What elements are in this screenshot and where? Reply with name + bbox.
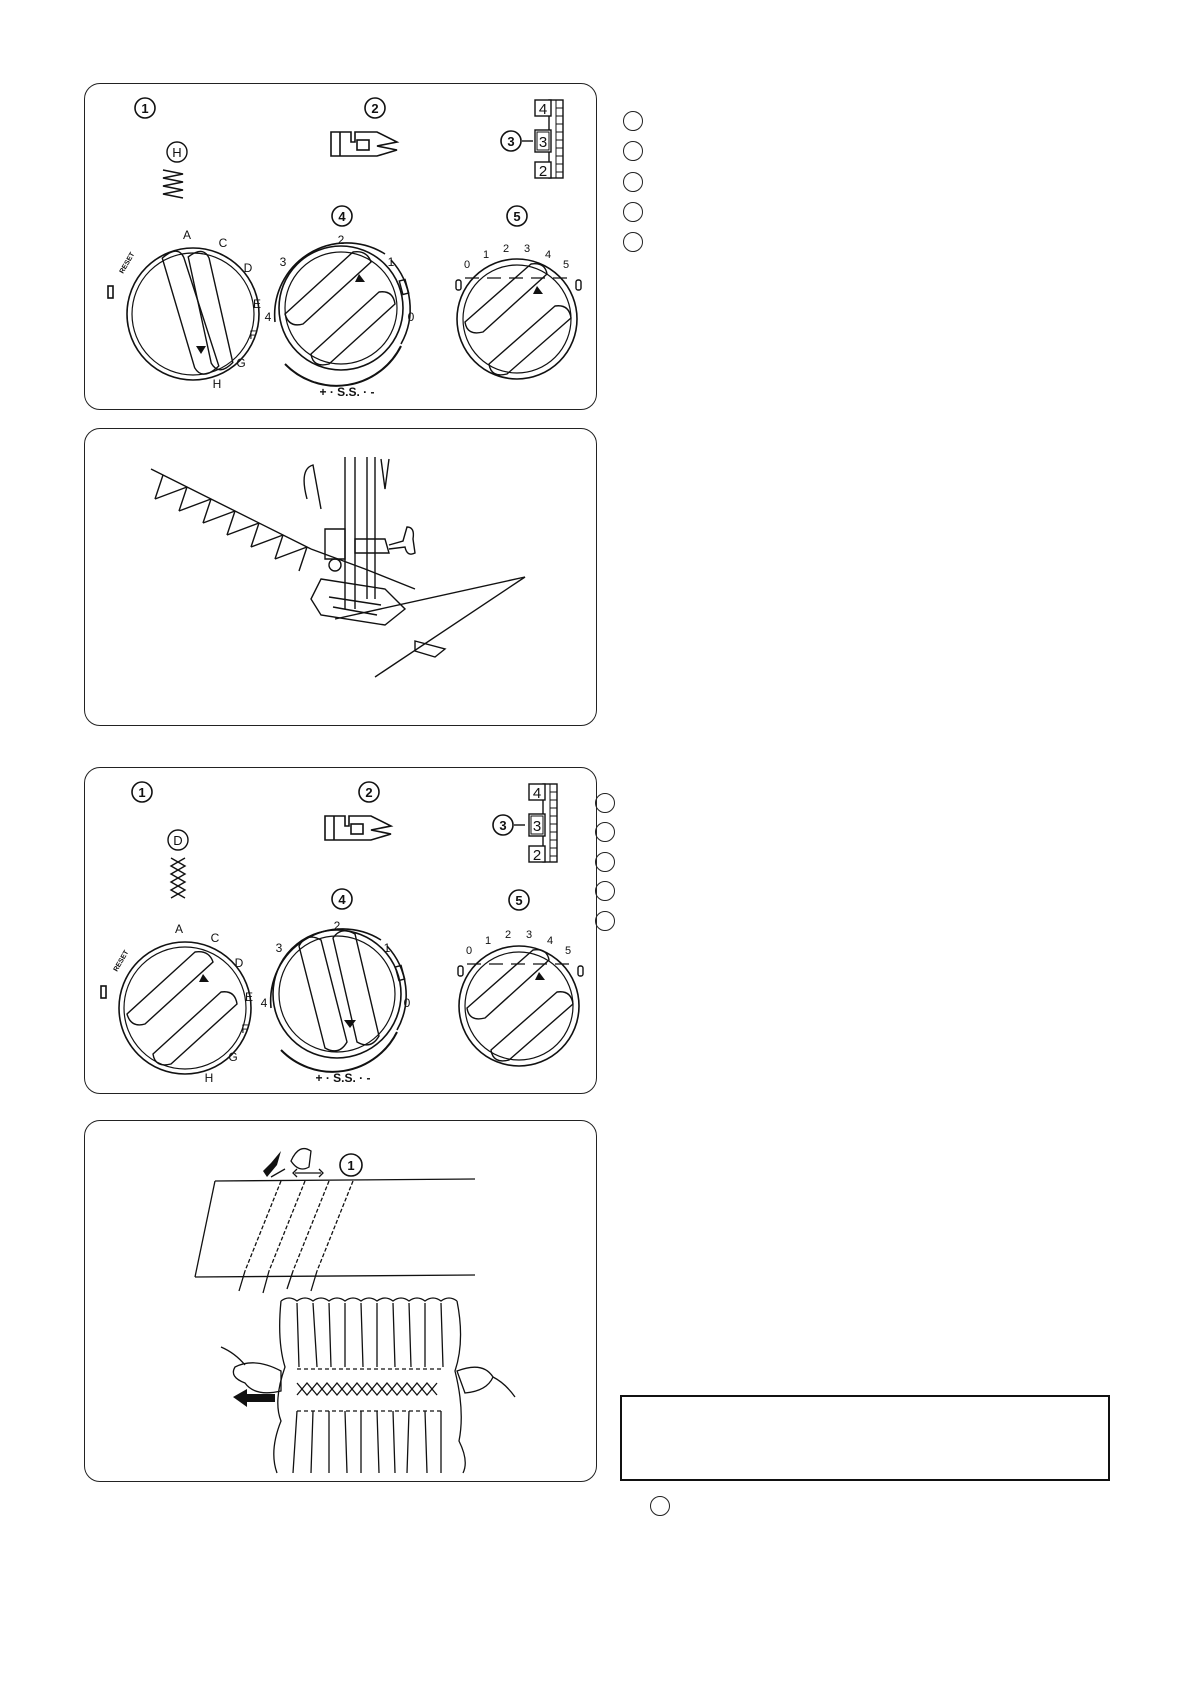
svg-text:4: 4 — [338, 209, 346, 224]
presser-foot-illustration — [85, 429, 598, 727]
legend-number-1 — [595, 793, 615, 813]
svg-text:3: 3 — [523, 243, 531, 255]
svg-text:2: 2 — [371, 101, 379, 116]
svg-text:2: 2 — [337, 233, 345, 247]
zigzag-foot-icon — [331, 132, 397, 156]
smocking-illustration — [84, 1120, 597, 1482]
settings-diagram — [85, 84, 598, 411]
callout-4 — [332, 889, 352, 909]
svg-text:F: F — [241, 1022, 249, 1036]
stitch-width-scale — [535, 100, 563, 180]
svg-text:3: 3 — [538, 134, 548, 151]
settings-diagram-2 — [85, 768, 598, 1095]
svg-text:4: 4 — [260, 996, 268, 1010]
svg-text:0: 0 — [463, 259, 471, 271]
pattern-selector-dial[interactable] — [101, 922, 253, 1085]
svg-text:D: D — [243, 261, 253, 275]
callout-2 — [359, 782, 379, 802]
callout-5 — [507, 206, 527, 226]
legend-number-1 — [623, 111, 643, 131]
legend-number-5 — [595, 911, 615, 931]
legend-number-4 — [623, 202, 643, 222]
svg-text:4: 4 — [538, 101, 548, 118]
legend-number-3 — [595, 852, 615, 872]
svg-text:5: 5 — [562, 259, 570, 271]
hem-stitching-illustration — [84, 428, 597, 726]
svg-text:C: C — [210, 931, 220, 945]
stitch-length-dial[interactable] — [261, 919, 411, 1085]
svg-text:0: 0 — [403, 996, 411, 1010]
stitch-length-dial[interactable] — [265, 233, 415, 399]
legend-number-1 — [650, 1496, 670, 1516]
svg-text:H: H — [212, 377, 222, 391]
svg-text:H: H — [172, 145, 182, 160]
elastic-stitch-icon — [171, 858, 185, 898]
svg-text:A: A — [182, 228, 192, 242]
svg-text:3: 3 — [532, 818, 542, 835]
svg-text:H: H — [204, 1071, 214, 1085]
svg-text:3: 3 — [499, 818, 507, 833]
svg-text:2: 2 — [333, 919, 341, 933]
svg-text:1: 1 — [482, 249, 490, 261]
svg-text:5: 5 — [515, 893, 523, 908]
svg-text:4: 4 — [532, 785, 542, 802]
callout-5 — [509, 890, 529, 910]
note-box — [620, 1395, 1110, 1481]
svg-text:+ · S.S. · -: + · S.S. · - — [315, 1071, 371, 1085]
svg-text:+ · S.S. · -: + · S.S. · - — [319, 385, 375, 399]
callout-4 — [332, 206, 352, 226]
svg-text:E: E — [252, 297, 262, 311]
callout-1 — [132, 782, 152, 802]
svg-text:0: 0 — [465, 945, 473, 957]
settings-panel-bottom — [84, 767, 597, 1094]
pattern-selector-dial[interactable] — [108, 228, 265, 391]
svg-text:1: 1 — [347, 1158, 355, 1173]
zigzag-stitch-icon — [163, 170, 183, 198]
svg-text:1: 1 — [138, 785, 146, 800]
callout-2 — [365, 98, 385, 118]
svg-text:1: 1 — [141, 101, 149, 116]
svg-text:2: 2 — [365, 785, 373, 800]
callout-3 — [493, 815, 525, 835]
svg-text:5: 5 — [513, 209, 521, 224]
pattern-letter-badge — [167, 142, 187, 162]
svg-text:RESET: RESET — [112, 949, 131, 973]
callout-1 — [340, 1154, 362, 1176]
svg-text:D: D — [173, 833, 183, 848]
gathering-illustration — [85, 1121, 598, 1483]
settings-panel-top — [84, 83, 597, 410]
svg-text:F: F — [249, 328, 257, 342]
svg-text:1: 1 — [484, 935, 492, 947]
legend-number-2 — [595, 822, 615, 842]
svg-text:2: 2 — [504, 929, 512, 941]
svg-text:2: 2 — [532, 847, 542, 864]
svg-text:0: 0 — [407, 310, 415, 324]
legend-number-2 — [623, 141, 643, 161]
svg-text:4: 4 — [544, 249, 552, 261]
svg-text:1: 1 — [383, 941, 391, 955]
svg-text:3: 3 — [507, 134, 515, 149]
pattern-letter-badge — [168, 830, 188, 850]
svg-text:C: C — [218, 236, 228, 250]
svg-text:2: 2 — [538, 163, 548, 180]
legend-number-5 — [623, 232, 643, 252]
svg-text:3: 3 — [279, 255, 287, 269]
svg-text:4: 4 — [338, 892, 346, 907]
legend-number-3 — [623, 172, 643, 192]
svg-text:5: 5 — [564, 945, 572, 957]
thread-tension-dial[interactable] — [458, 929, 583, 1066]
svg-text:G: G — [236, 356, 246, 370]
svg-text:D: D — [234, 956, 244, 970]
svg-text:2: 2 — [502, 243, 510, 255]
thread-tension-dial[interactable] — [456, 243, 581, 379]
svg-text:A: A — [174, 922, 184, 936]
zigzag-foot-icon — [325, 816, 391, 840]
svg-text:1: 1 — [387, 255, 395, 269]
arrow-left-icon — [233, 1389, 275, 1407]
svg-text:3: 3 — [525, 929, 533, 941]
svg-text:RESET: RESET — [118, 251, 137, 275]
svg-text:G: G — [228, 1050, 238, 1064]
callout-1 — [135, 98, 155, 118]
legend-number-4 — [595, 881, 615, 901]
svg-text:E: E — [244, 990, 254, 1004]
svg-text:4: 4 — [264, 310, 272, 324]
svg-text:3: 3 — [275, 941, 283, 955]
stitch-width-scale — [529, 784, 557, 864]
svg-text:4: 4 — [546, 935, 554, 947]
callout-3 — [501, 131, 533, 151]
